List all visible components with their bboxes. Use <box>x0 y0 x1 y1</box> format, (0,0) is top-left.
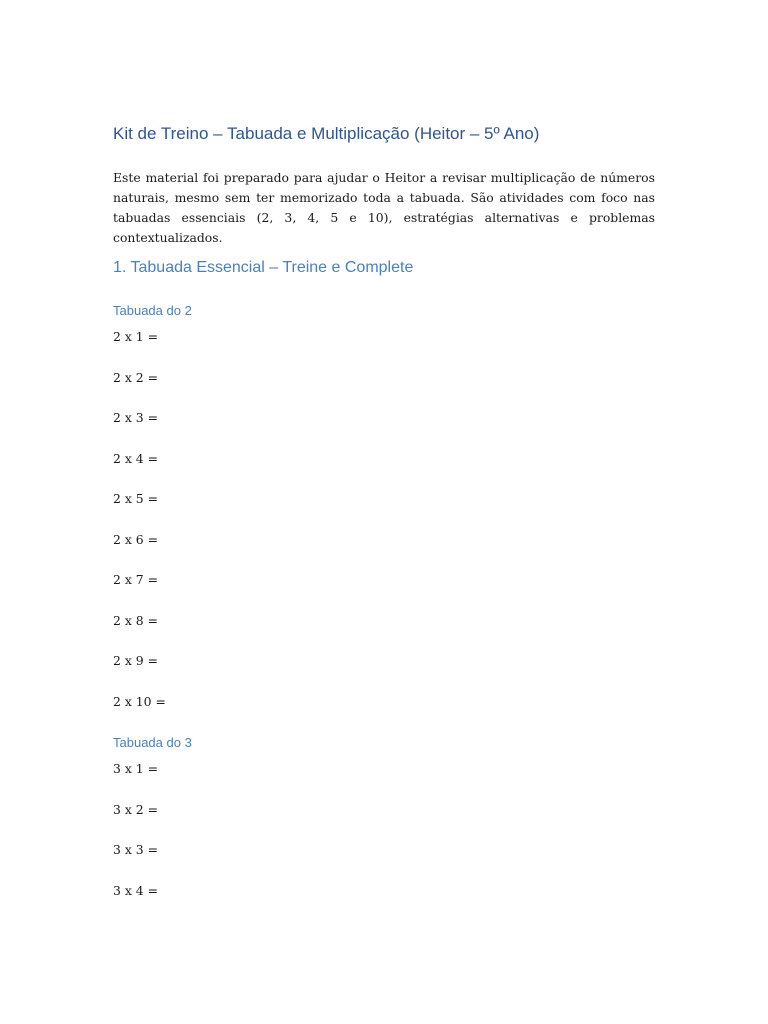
equation-2x5: 2 x 5 = <box>113 491 158 506</box>
equation-2x1: 2 x 1 = <box>113 329 158 344</box>
tabuada-do-2-list <box>113 329 166 734</box>
equation-2x10: 2 x 10 = <box>113 693 166 709</box>
equation-2x9: 2 x 9 = <box>113 653 158 668</box>
equation-2x4: 2 x 4 = <box>113 450 158 466</box>
equation-3x2: 3 x 2 = <box>113 801 158 817</box>
equation-2x3: 2 x 3 = <box>113 410 158 425</box>
section-heading-tabuada-essencial: 1. Tabuada Essencial – Treine e Complete <box>113 259 414 276</box>
equation-2x8: 2 x 8 = <box>113 612 158 628</box>
equation-3x3: 3 x 3 = <box>113 842 158 857</box>
equation-2x7: 2 x 7 = <box>113 572 158 587</box>
intro-paragraph: Este material foi preparado para ajudar o Heitor a revisar multiplicação de números naturais, mesmo sem ter memorizado toda a tabuada. São atividades com foco nas tabuadas essenciais (2, 3, 4, 5 e 10), estratégias alternativas e problemas contextualizados. <box>113 170 655 245</box>
equation-3x4: 3 x 4 = <box>113 882 158 898</box>
tabuada-do-3-list <box>113 761 158 923</box>
equation-2x2: 2 x 2 = <box>113 369 158 385</box>
equation-2x6: 2 x 6 = <box>113 531 158 547</box>
document-title: Kit de Treino – Tabuada e Multiplicação (Heitor – 5º Ano) <box>113 124 540 143</box>
subheading-tabuada-do-2: Tabuada do 2 <box>113 303 192 318</box>
subheading-tabuada-do-3: Tabuada do 3 <box>113 735 192 750</box>
equation-3x1: 3 x 1 = <box>113 761 158 776</box>
